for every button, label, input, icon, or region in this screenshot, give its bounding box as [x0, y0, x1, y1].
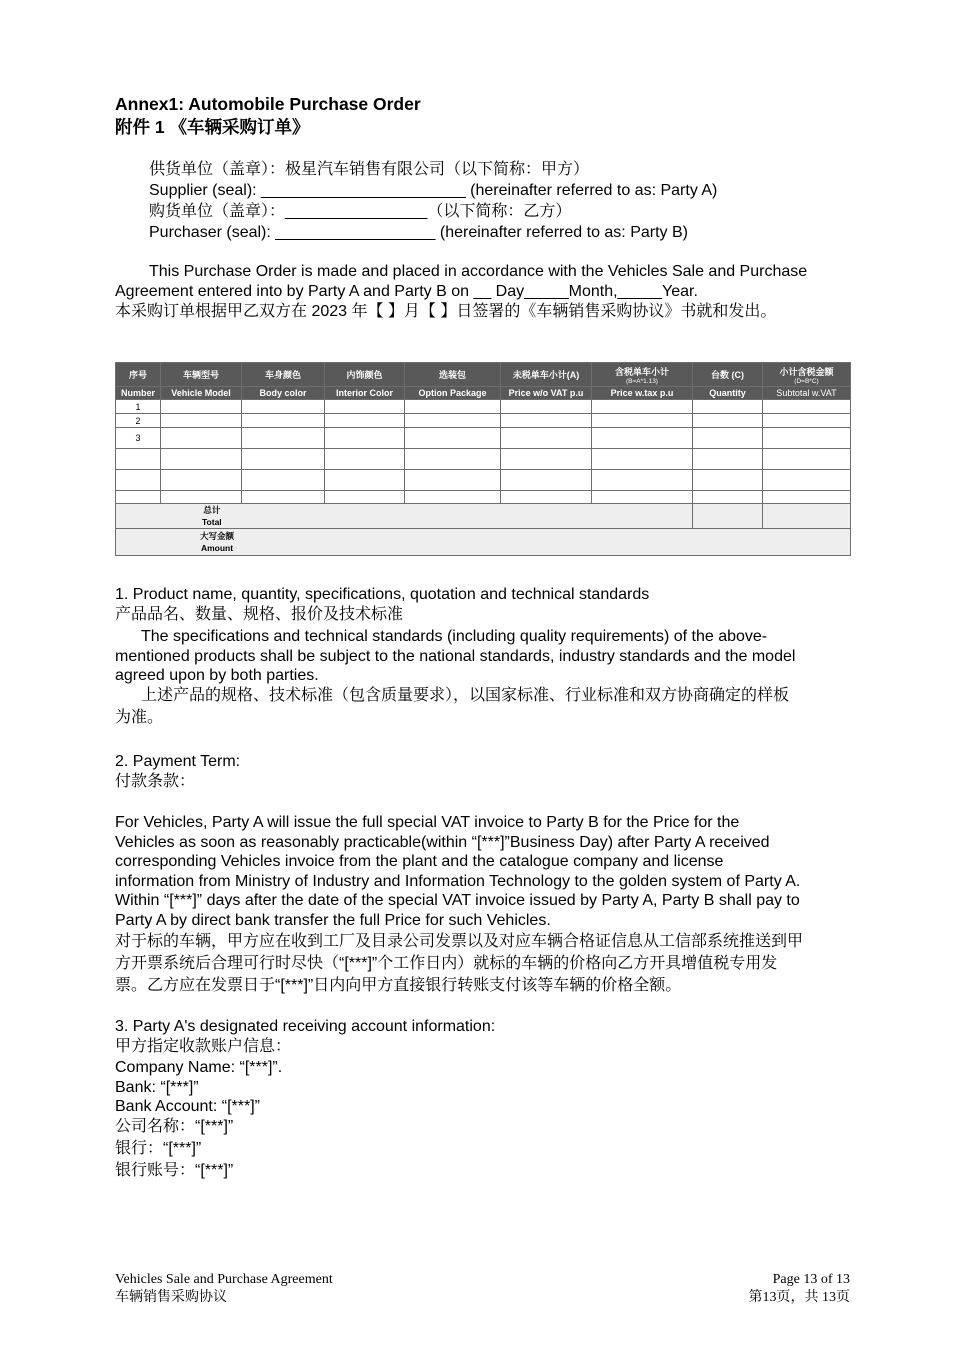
bank-account-en: Bank Account: “[***]”	[115, 1098, 260, 1115]
table-row	[116, 470, 851, 491]
table-cell	[325, 491, 405, 504]
table-cell	[693, 428, 763, 449]
table-cell	[592, 414, 693, 428]
section2-en-5: Within “[***]” days after the date of the special VAT invoice issued by Party A, Party B shall pay to	[115, 892, 800, 909]
row-number	[116, 449, 161, 470]
amount-label	[200, 530, 234, 554]
company-name-cn: 公司名称：“[***]”	[115, 1118, 234, 1135]
footer-title-en: Vehicles Sale and Purchase Agreement	[115, 1272, 333, 1287]
section1-body-en-3: agreed upon by both parties.	[115, 667, 319, 684]
header-cn-price-w-tax	[592, 363, 693, 387]
header-row-cn	[116, 363, 851, 387]
header-cn-model: 车辆型号	[161, 363, 242, 387]
purchaser-cn: 购货单位（盖章）：________________（以下简称：乙方）	[149, 203, 572, 220]
section1-title-en: 1. Product name, quantity, specifications, quotation and technical standards	[115, 586, 650, 603]
table-cell	[592, 470, 693, 491]
table-cell	[763, 428, 851, 449]
row-number	[116, 470, 161, 491]
header-cn-subtotal-formula: (D=B*C)	[794, 377, 819, 385]
table-cell	[763, 449, 851, 470]
row-number: 3	[116, 428, 161, 449]
table-cell	[501, 414, 592, 428]
table-cell	[501, 400, 592, 414]
header-cn-price-wo-vat: 未税单车小计(A)	[501, 363, 592, 387]
supplier-en: Supplier (seal): _______________________ (hereinafter referred to as: Party A)	[149, 182, 718, 199]
intro-line-2: Agreement entered into by Party A and Party B on __ Day_____Month,_____Year.	[115, 283, 698, 300]
table-cell	[405, 449, 501, 470]
section2-en-2: Vehicles as soon as reasonably practicable(within “[***]”Business Day) after Party A received	[115, 834, 770, 851]
header-cn-quantity: 台数 (C)	[693, 363, 763, 387]
table-cell	[763, 400, 851, 414]
total-subtotal-cell	[763, 504, 851, 529]
table-cell	[405, 414, 501, 428]
table-cell	[161, 428, 242, 449]
table-cell	[693, 400, 763, 414]
section1-body-cn-2: 为准。	[115, 709, 164, 726]
section1-body-cn-1: 上述产品的规格、技术标准（包含质量要求），以国家标准、行业标准和双方协商确定的样板	[141, 687, 790, 704]
table-cell	[592, 491, 693, 504]
bank-en: Bank: “[***]”	[115, 1079, 199, 1096]
table-cell	[693, 491, 763, 504]
table-cell	[405, 400, 501, 414]
header-cn-subtotal	[763, 363, 851, 387]
table-cell	[325, 428, 405, 449]
purchase-order-table	[115, 362, 851, 556]
table-cell	[405, 470, 501, 491]
section3-title-en: 3. Party A's designated receiving account information:	[115, 1018, 496, 1035]
footer-page-cn: 第13页，共 13页	[748, 1290, 850, 1305]
table-cell	[161, 414, 242, 428]
table-cell	[592, 428, 693, 449]
table-cell	[763, 470, 851, 491]
section3-title-cn: 甲方指定收款账户信息：	[115, 1038, 292, 1055]
amount-label-cell	[116, 529, 851, 556]
row-number	[116, 491, 161, 504]
annex-title-en: Annex1: Automobile Purchase Order	[115, 94, 421, 114]
row-number: 2	[116, 414, 161, 428]
header-cn-price-w-tax-formula: (B=A*1.13)	[626, 377, 658, 385]
header-en-subtotal: Subtotal w.VAT	[763, 387, 851, 400]
header-en-model: Vehicle Model	[161, 387, 242, 400]
table-cell	[242, 414, 325, 428]
supplier-cn: 供货单位（盖章）：极星汽车销售有限公司（以下简称：甲方）	[149, 161, 590, 178]
table-cell	[242, 428, 325, 449]
header-cn-option-package: 选装包	[405, 363, 501, 387]
header-row-en	[116, 387, 851, 400]
section2-en-4: information from Ministry of Industry and Information Technology to the golden system of Party A.	[115, 873, 801, 890]
footer-title-cn: 车辆销售采购协议	[115, 1290, 227, 1305]
table-cell	[763, 414, 851, 428]
header-en-quantity: Quantity	[693, 387, 763, 400]
table-cell	[501, 491, 592, 504]
header-en-number: Number	[116, 387, 161, 400]
section2-cn-2: 方开票系统后合理可行时尽快（“[***]”个工作日内）就标的车辆的价格向乙方开具增值税专用发	[115, 955, 778, 972]
section1-title-cn: 产品品名、数量、规格、报价及技术标准	[115, 606, 404, 623]
table-cell	[161, 470, 242, 491]
table-cell	[242, 491, 325, 504]
table-cell	[501, 449, 592, 470]
intro-line-1: This Purchase Order is made and placed in accordance with the Vehicles Sale and Purchase	[149, 263, 808, 280]
table-cell	[693, 414, 763, 428]
bank-account-cn: 银行账号：“[***]”	[115, 1162, 234, 1179]
annex-title-cn: 附件 1 《车辆采购订单》	[115, 117, 310, 137]
header-en-interior-color: Interior Color	[325, 387, 405, 400]
total-label	[202, 504, 222, 528]
table-row	[116, 414, 851, 428]
section1-body-en-1: The specifications and technical standards (including quality requirements) of the above-	[141, 628, 768, 645]
table-cell	[161, 449, 242, 470]
section2-en-1: For Vehicles, Party A will issue the full special VAT invoice to Party B for the Price for the	[115, 814, 740, 831]
total-row	[116, 504, 851, 529]
table-cell	[405, 428, 501, 449]
table-cell	[161, 491, 242, 504]
table-cell	[325, 449, 405, 470]
table-row	[116, 491, 851, 504]
amount-row	[116, 529, 851, 556]
table-row	[116, 400, 851, 414]
header-en-option-package: Option Package	[405, 387, 501, 400]
table-cell	[161, 400, 242, 414]
section2-cn-1: 对于标的车辆，甲方应在收到工厂及目录公司发票以及对应车辆合格证信息从工信部系统推送到甲	[115, 933, 804, 950]
header-cn-price-w-tax-label: 含税单车小计	[614, 366, 669, 377]
table-cell	[325, 470, 405, 491]
section1-body-en-2: mentioned products shall be subject to the national standards, industry standards and the model	[115, 648, 796, 665]
table-cell	[242, 400, 325, 414]
section2-title-cn: 付款条款：	[115, 773, 196, 790]
total-label-cn: 总计	[203, 505, 221, 515]
table-cell	[592, 449, 693, 470]
table-cell	[325, 400, 405, 414]
company-name-en: Company Name: “[***]”.	[115, 1059, 283, 1076]
total-quantity-cell	[693, 504, 763, 529]
table-cell	[405, 491, 501, 504]
table-cell	[501, 428, 592, 449]
header-cn-interior-color: 内饰颜色	[325, 363, 405, 387]
table-cell	[693, 449, 763, 470]
header-en-body-color: Body color	[242, 387, 325, 400]
intro-line-3: 本采购订单根据甲乙双方在 2023 年【 】月【 】日签署的《车辆销售采购协议》书就和发出。	[115, 303, 777, 320]
table-cell	[763, 491, 851, 504]
section2-en-6: Party A by direct bank transfer the full Price for such Vehicles.	[115, 912, 551, 929]
header-cn-subtotal-label: 小计含税金额	[779, 366, 834, 377]
header-cn-number: 序号	[116, 363, 161, 387]
table-row	[116, 449, 851, 470]
header-en-price-w-tax: Price w.tax p.u	[592, 387, 693, 400]
section2-en-3: corresponding Vehicles invoice from the plant and the catalogue company and license	[115, 853, 724, 870]
section2-cn-3: 票。乙方应在发票日于“[***]”日内向甲方直接银行转账支付该等车辆的价格全额。	[115, 977, 682, 994]
purchaser-en: Purchaser (seal): __________________ (hereinafter referred to as: Party B)	[149, 224, 688, 241]
total-label-en: Total	[202, 517, 222, 527]
total-label-cell	[116, 504, 693, 529]
table-cell	[325, 414, 405, 428]
bank-cn: 银行：“[***]”	[115, 1140, 202, 1157]
table-cell	[501, 470, 592, 491]
section2-title-en: 2. Payment Term:	[115, 753, 241, 770]
footer-page-en: Page 13 of 13	[772, 1272, 850, 1287]
amount-label-en: Amount	[200, 543, 234, 553]
header-cn-body-color: 车身颜色	[242, 363, 325, 387]
table-row	[116, 428, 851, 449]
amount-label-cn: 大写金额	[200, 531, 235, 541]
table-cell	[242, 470, 325, 491]
row-number: 1	[116, 400, 161, 414]
table-cell	[592, 400, 693, 414]
table-cell	[693, 470, 763, 491]
table-cell	[242, 449, 325, 470]
header-en-price-wo-vat: Price w/o VAT p.u	[501, 387, 592, 400]
